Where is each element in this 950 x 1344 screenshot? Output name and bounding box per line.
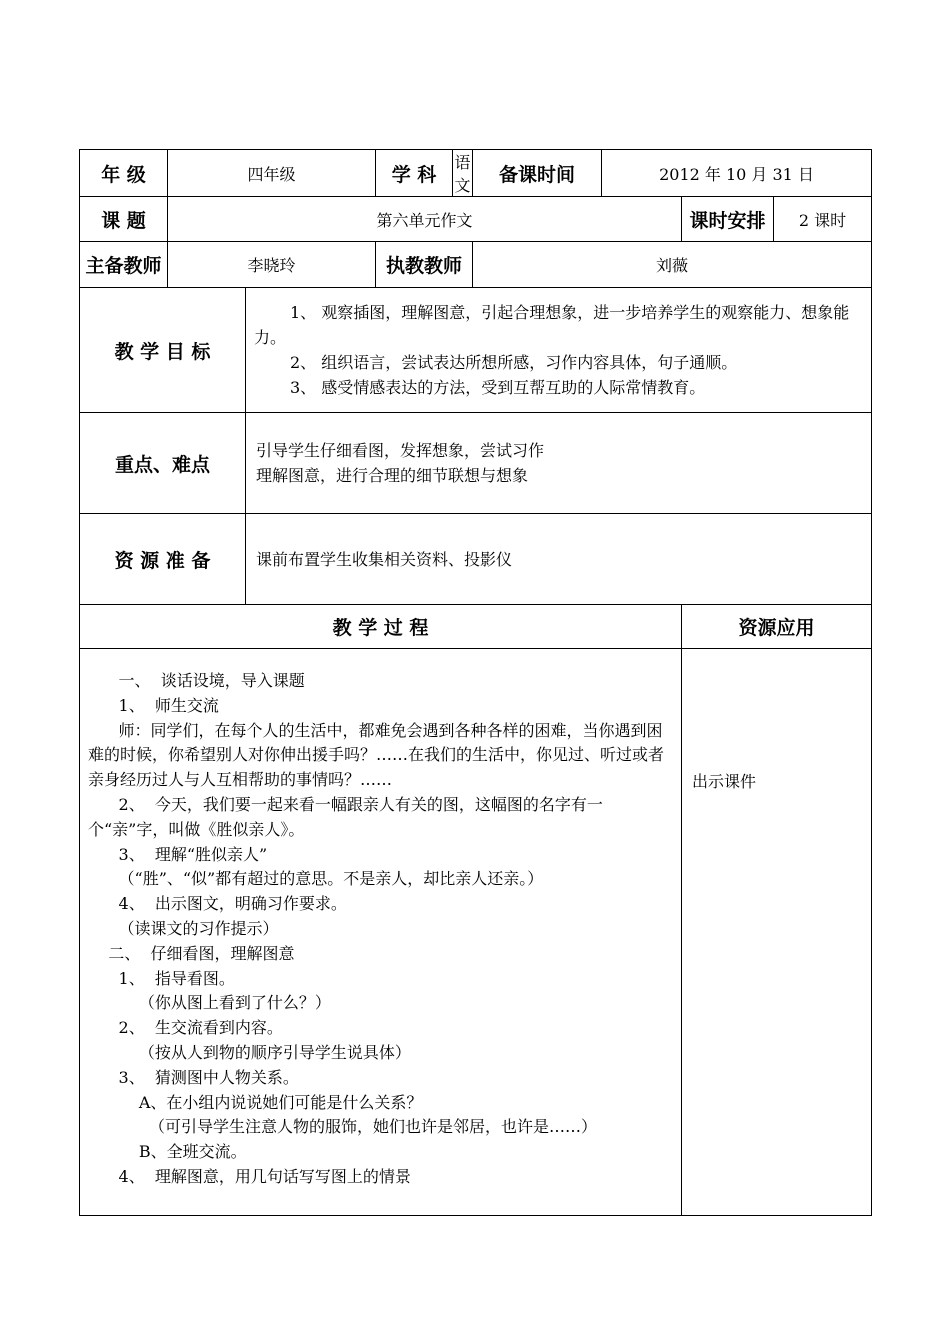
process-line: 3、 猜测图中人物关系。	[88, 1067, 299, 1087]
process-line: 4、 理解图意，用几句话写写图上的情景	[88, 1166, 411, 1186]
grade-label: 年 级	[80, 150, 168, 197]
key-point-line: 引导学生仔细看图，发挥想象，尝试习作	[256, 441, 545, 460]
lead-teacher-label: 主备教师	[80, 242, 168, 288]
process-line: A、在小组内说说她们可能是什么关系？	[88, 1092, 423, 1112]
objectives-label: 教 学 目 标	[80, 288, 246, 413]
resources-text: 课前布置学生收集相关资料、投影仪	[246, 514, 872, 605]
topic-label: 课 题	[80, 197, 168, 242]
process-line: 2、 生交流看到内容。	[88, 1018, 283, 1038]
resource-use-header: 资源应用	[682, 605, 872, 649]
objectives-list	[246, 288, 872, 413]
process-line: 1、 指导看图。	[88, 968, 235, 988]
objective-item: 2、 组织语言，尝试表达所想所感，习作内容具体，句子通顺。	[290, 353, 738, 372]
process-line: B、全班交流。	[88, 1142, 247, 1162]
grade-value: 四年级	[168, 150, 376, 197]
objective-item: 3、 感受情感表达的方法，受到互帮互助的人际常情教育。	[290, 378, 706, 397]
process-header: 教 学 过 程	[80, 605, 682, 649]
process-line: （可引导学生注意人物的服饰，她们也许是邻居，也许是……）	[88, 1117, 598, 1137]
process-line: 二、 仔细看图，理解图意	[88, 943, 295, 963]
prep-time-value: 2012 年 10 月 31 日	[602, 150, 872, 197]
process-line: 4、 出示图文，明确习作要求。	[88, 894, 347, 914]
process-line: 3、 理解“胜似亲人”	[88, 844, 268, 864]
hours-value: 2 课时	[774, 197, 872, 242]
exec-teacher-label: 执教教师	[376, 242, 473, 288]
hours-label: 课时安排	[682, 197, 774, 242]
process-line: 2、 今天，我们要一起来看一幅跟亲人有关的图，这幅图的名字有一个“亲”字，叫做《胜似亲人》。	[88, 794, 603, 839]
key-points-label: 重点、难点	[80, 413, 246, 514]
resource-use-note: 出示课件	[682, 649, 872, 1216]
exec-teacher-value: 刘薇	[473, 242, 872, 288]
objective-item: 1、 观察插图，理解图意，引起合理想象，进一步培养学生的观察能力、想象能力。	[254, 303, 850, 347]
lesson-plan-sheet	[79, 149, 871, 1216]
key-point-line: 理解图意，进行合理的细节联想与想象	[256, 466, 529, 485]
process-line: 1、 师生交流	[88, 695, 219, 715]
process-line: （读课文的习作提示）	[88, 918, 279, 938]
prep-time-label: 备课时间	[473, 150, 602, 197]
topic-value: 第六单元作文	[168, 197, 682, 242]
process-line: 一、 谈话设境，导入课题	[88, 671, 305, 690]
resources-label: 资 源 准 备	[80, 514, 246, 605]
lesson-plan-table	[79, 149, 872, 1216]
subject-value: 语文	[453, 150, 473, 197]
process-line: 师：同学们，在每个人的生活中，都难免会遇到各种各样的困难，当你遇到困难的时候，你希望别人对你伸出援手吗？……在我们的生活中，你见过、听过或者亲身经历过人与人互相帮助的事情吗？……	[88, 720, 665, 790]
lead-teacher-value: 李晓玲	[168, 242, 376, 288]
process-line: （“胜”、“似”都有超过的意思。不是亲人，却比亲人还亲。）	[88, 869, 544, 889]
subject-label: 学 科	[376, 150, 453, 197]
key-points-text	[246, 413, 872, 514]
process-line: （你从图上看到了什么？）	[88, 993, 331, 1013]
process-body	[80, 649, 682, 1216]
process-line: （按从人到物的顺序引导学生说具体）	[88, 1042, 411, 1062]
